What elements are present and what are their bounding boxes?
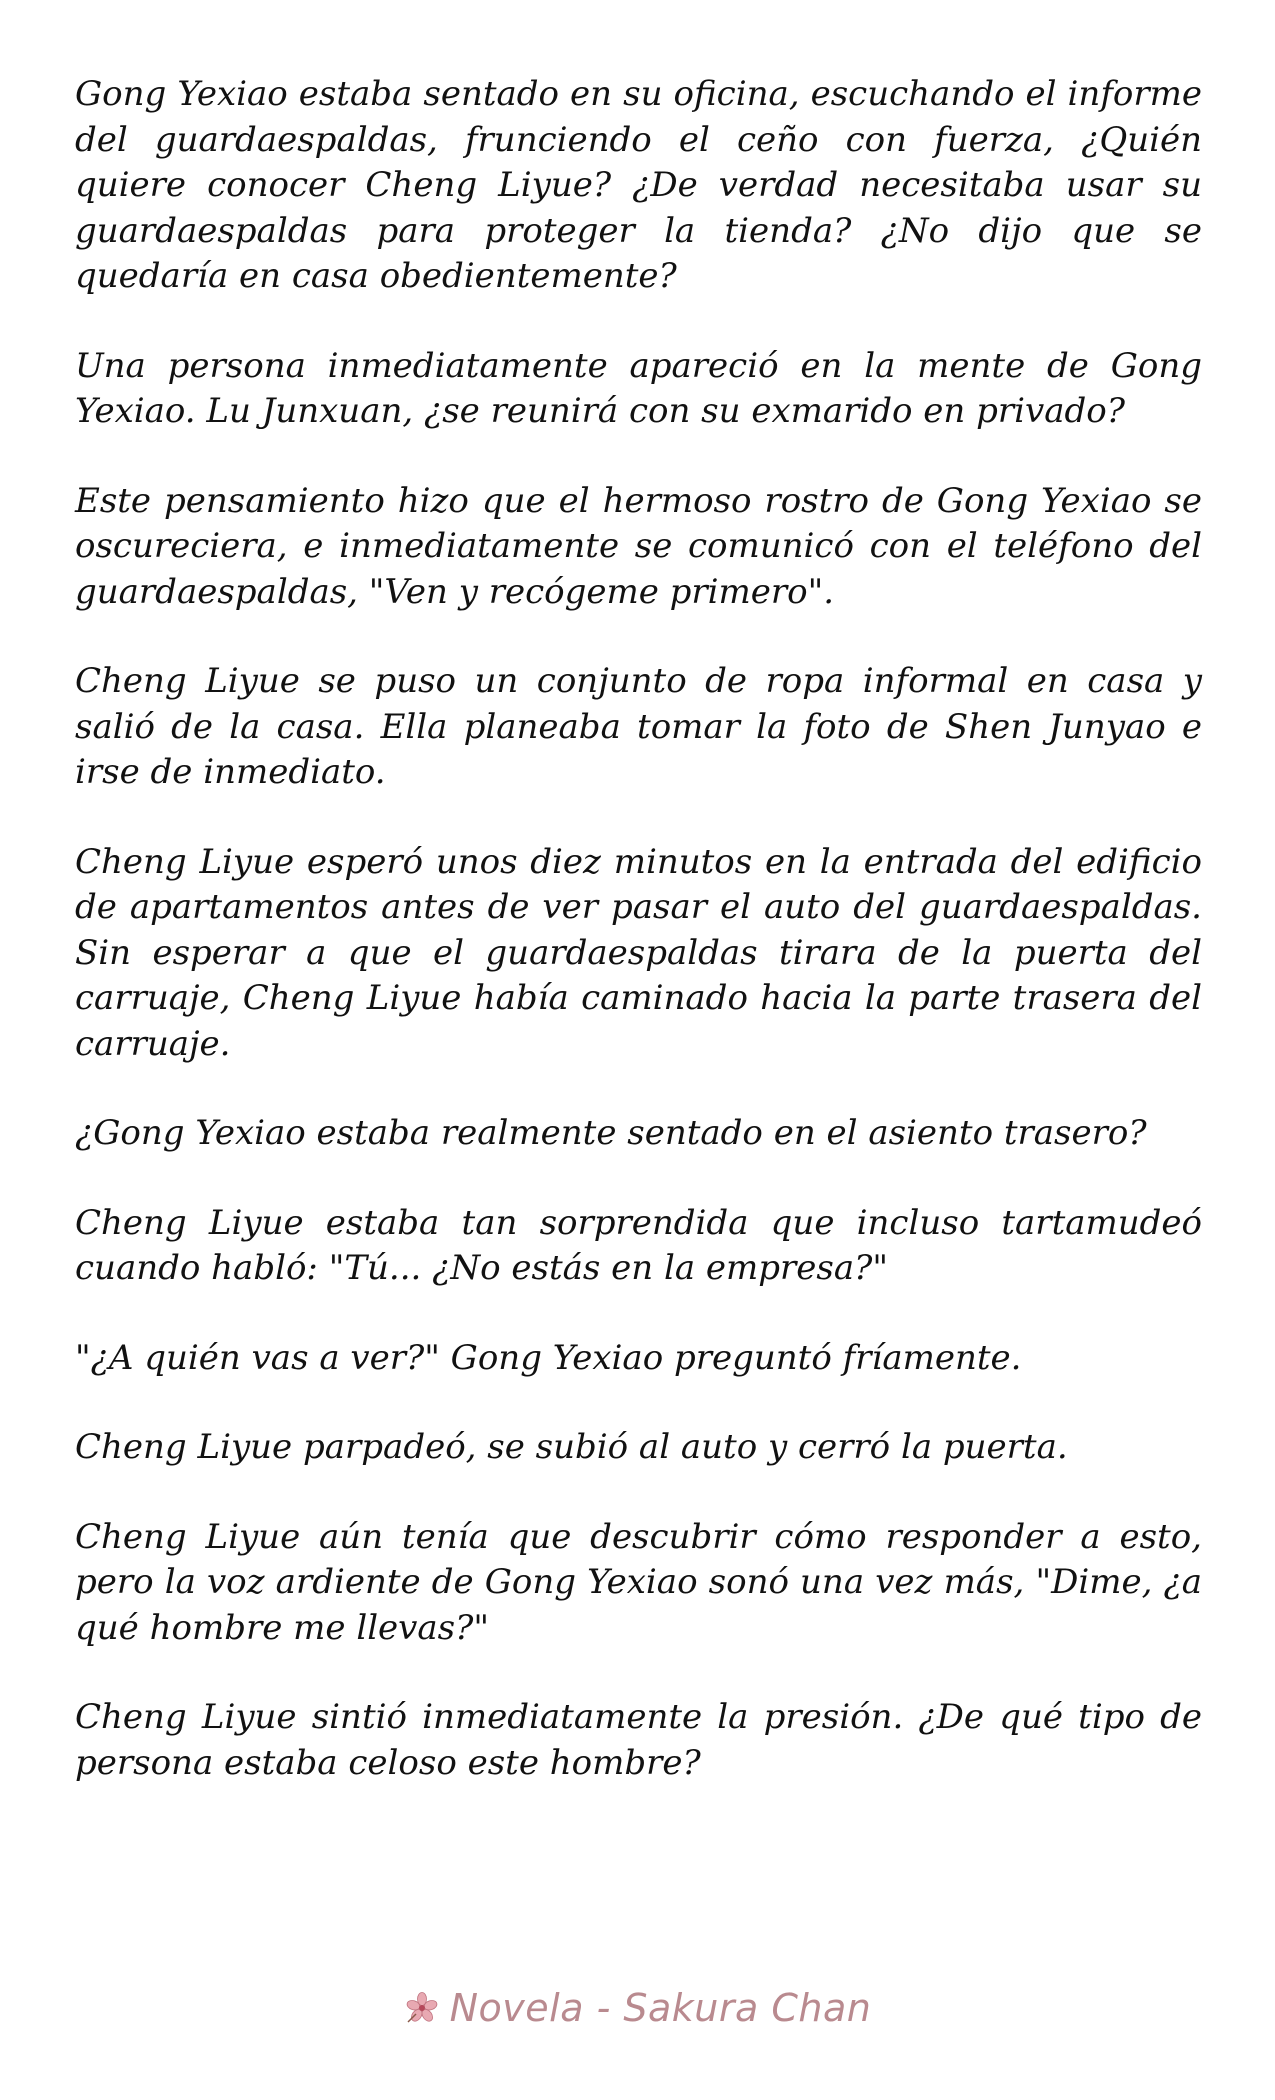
- paragraph-1: Gong Yexiao estaba sentado en su oficina, escuchando el informe del guardaespaldas, frunciendo el ceño con fuerza, ¿Quién quiere conocer Cheng Liyue? ¿De verdad necesitaba usar su guardaespaldas para proteger la tienda? ¿No dijo que se quedaría en casa obedientemente?: [75, 74, 1202, 296]
- paragraph-4: Cheng Liyue se puso un conjunto de ropa informal en casa y salió de la casa. Ella planeaba tomar la foto de Shen Junyao e irse de inmediato.: [75, 661, 1202, 792]
- footer-text: Novela - Sakura Chan: [449, 1986, 872, 2030]
- paragraph-8: "¿A quién vas a ver?" Gong Yexiao preguntó fríamente.: [75, 1337, 1022, 1378]
- document-body: [75, 72, 1202, 1830]
- paragraph-10: Cheng Liyue aún tenía que descubrir cómo responder a esto, pero la voz ardiente de Gong Yexiao sonó una vez más, "Dime, ¿a qué hombre me llevas?": [75, 1516, 1202, 1648]
- paragraph-11: Cheng Liyue sintió inmediatamente la presión. ¿De qué tipo de persona estaba celoso este hombre?: [75, 1697, 1202, 1783]
- paragraph-5: Cheng Liyue esperó unos diez minutos en la entrada del edificio de apartamentos antes de ver pasar el auto del guardaespaldas. Sin esperar a que el guardaespaldas tirara de la puerta del carruaje, Cheng Liyue había caminado hacia la parte trasera del carruaje.: [75, 841, 1202, 1064]
- paragraph-6: ¿Gong Yexiao estaba realmente sentado en el asiento trasero?: [75, 1113, 1147, 1153]
- paragraph-9: Cheng Liyue parpadeó, se subió al auto y cerró la puerta.: [75, 1427, 1068, 1467]
- paragraph-7: Cheng Liyue estaba tan sorprendida que incluso tartamudeó cuando habló: "Tú... ¿No estás en la empresa?": [75, 1202, 1202, 1288]
- paragraph-2: Una persona inmediatamente apareció en la mente de Gong Yexiao. Lu Junxuan, ¿se reunirá con su exmarido en privado?: [75, 345, 1202, 431]
- cherry-blossom-icon: [404, 1990, 440, 2026]
- footer-watermark: [0, 1978, 1275, 2038]
- paragraph-3: Este pensamiento hizo que el hermoso rostro de Gong Yexiao se oscureciera, e inmediatamente se comunicó con el teléfono del guardaespaldas, "Ven y recógeme primero".: [75, 480, 1202, 612]
